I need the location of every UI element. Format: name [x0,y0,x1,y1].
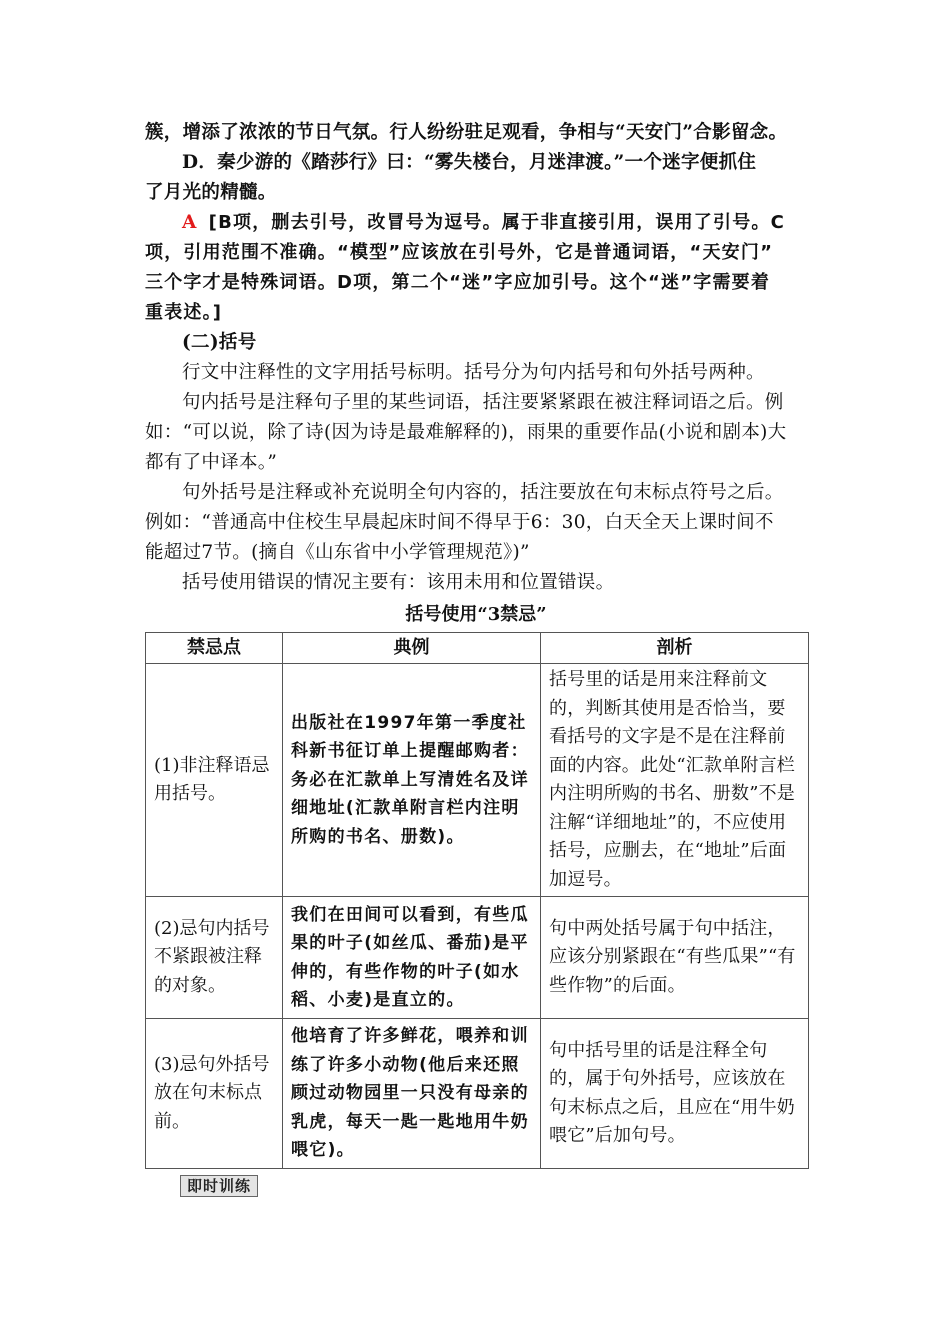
option-c-continuation: 簇，增添了浓浓的节日气氛。行人纷纷驻足观看，争相与“天安门”合影留念。 [145,122,788,143]
answer-line-3: 三个字才是特殊词语。D项，第二个“迷”字应加引号。这个“迷”字需要着 [145,272,771,293]
bracket-rules-table [145,632,809,1169]
cell-example: 出版社在1997年第一季度社科新书征订单上提醒邮购者：务必在汇款单上写清姓名及详细地址(汇款单附言栏内注明所购的书名、册数)。 [283,664,541,897]
table-row [146,1019,809,1169]
table-row [146,664,809,897]
paragraph-3-line-1: 句外括号是注释或补充说明全句内容的，括注要放在句末标点符号之后。 [182,482,784,503]
document-body [145,118,807,1169]
answer-text-1: [B项，删去引号，改冒号为逗号。属于非直接引用，误用了引号。C [208,212,786,233]
practice-badge: 即时训练 [180,1175,258,1197]
answer-line-4: 重表述。] [145,302,223,323]
paragraph-2-line-1: 句内括号是注释句子里的某些词语，括注要紧紧跟在被注释词语之后。例 [182,392,784,413]
option-d-line: D．秦少游的《踏莎行》曰：“雾失楼台，月迷津渡。”一个迷字便抓住 [182,152,757,173]
cell-analysis: 句中括号里的话是注释全句的，属于句外括号，应该放在句末标点之后，且应在“用牛奶喂它”后加句号。 [541,1019,809,1169]
table-caption: 括号使用“3禁忌” [405,604,547,625]
answer-letter: A [182,212,197,233]
option-d-continuation: 了月光的精髓。 [145,182,277,203]
cell-point: (1)非注释语忌用括号。 [146,664,283,897]
paragraph-2-line-2: 如：“可以说，除了诗(因为诗是最难解释的)，雨果的重要作品(小说和剧本)大 [145,422,787,443]
header-point: 禁忌点 [146,633,283,664]
paragraph-2-line-3: 都有了中译本。” [145,452,278,473]
cell-point: (3)忌句外括号放在句末标点前。 [146,1019,283,1169]
header-analysis: 剖析 [541,633,809,664]
answer-line-1 [145,208,807,238]
table-header-row [146,633,809,664]
cell-analysis: 括号里的话是用来注释前文的，判断其使用是否恰当，要看括号的文字是不是在注释前面的内容。此处“汇款单附言栏内注明所购的书名、册数”不是注解“详细地址”的，不应使用括号，应删去，在“地址”后面加逗号。 [541,664,809,897]
paragraph-1: 行文中注释性的文字用括号标明。括号分为句内括号和句外括号两种。 [182,362,765,383]
paragraph-4: 括号使用错误的情况主要有：该用未用和位置错误。 [182,572,615,593]
paragraph-3-line-3: 能超过7节。(摘自《山东省中小学管理规范》)” [145,542,530,563]
answer-line-2: 项，引用范围不准确。“模型”应该放在引号外，它是普通词语，“天安门” [145,242,774,263]
cell-example: 我们在田间可以看到，有些瓜果的叶子(如丝瓜、番茄)是平伸的，有些作物的叶子(如水稻、小麦)是直立的。 [283,897,541,1019]
table-row [146,897,809,1019]
section-heading: (二)括号 [182,332,257,353]
header-example: 典例 [283,633,541,664]
cell-point: (2)忌句内括号不紧跟被注释的对象。 [146,897,283,1019]
cell-analysis: 句中两处括号属于句中括注，应该分别紧跟在“有些瓜果”“有些作物”的后面。 [541,897,809,1019]
paragraph-3-line-2: 例如：“普通高中住校生早晨起床时间不得早于6：30，白天全天上课时间不 [145,512,774,533]
cell-example: 他培育了许多鲜花，喂养和训练了许多小动物(他后来还照顾过动物园里一只没有母亲的乳虎，每天一匙一匙地用牛奶喂它)。 [283,1019,541,1169]
